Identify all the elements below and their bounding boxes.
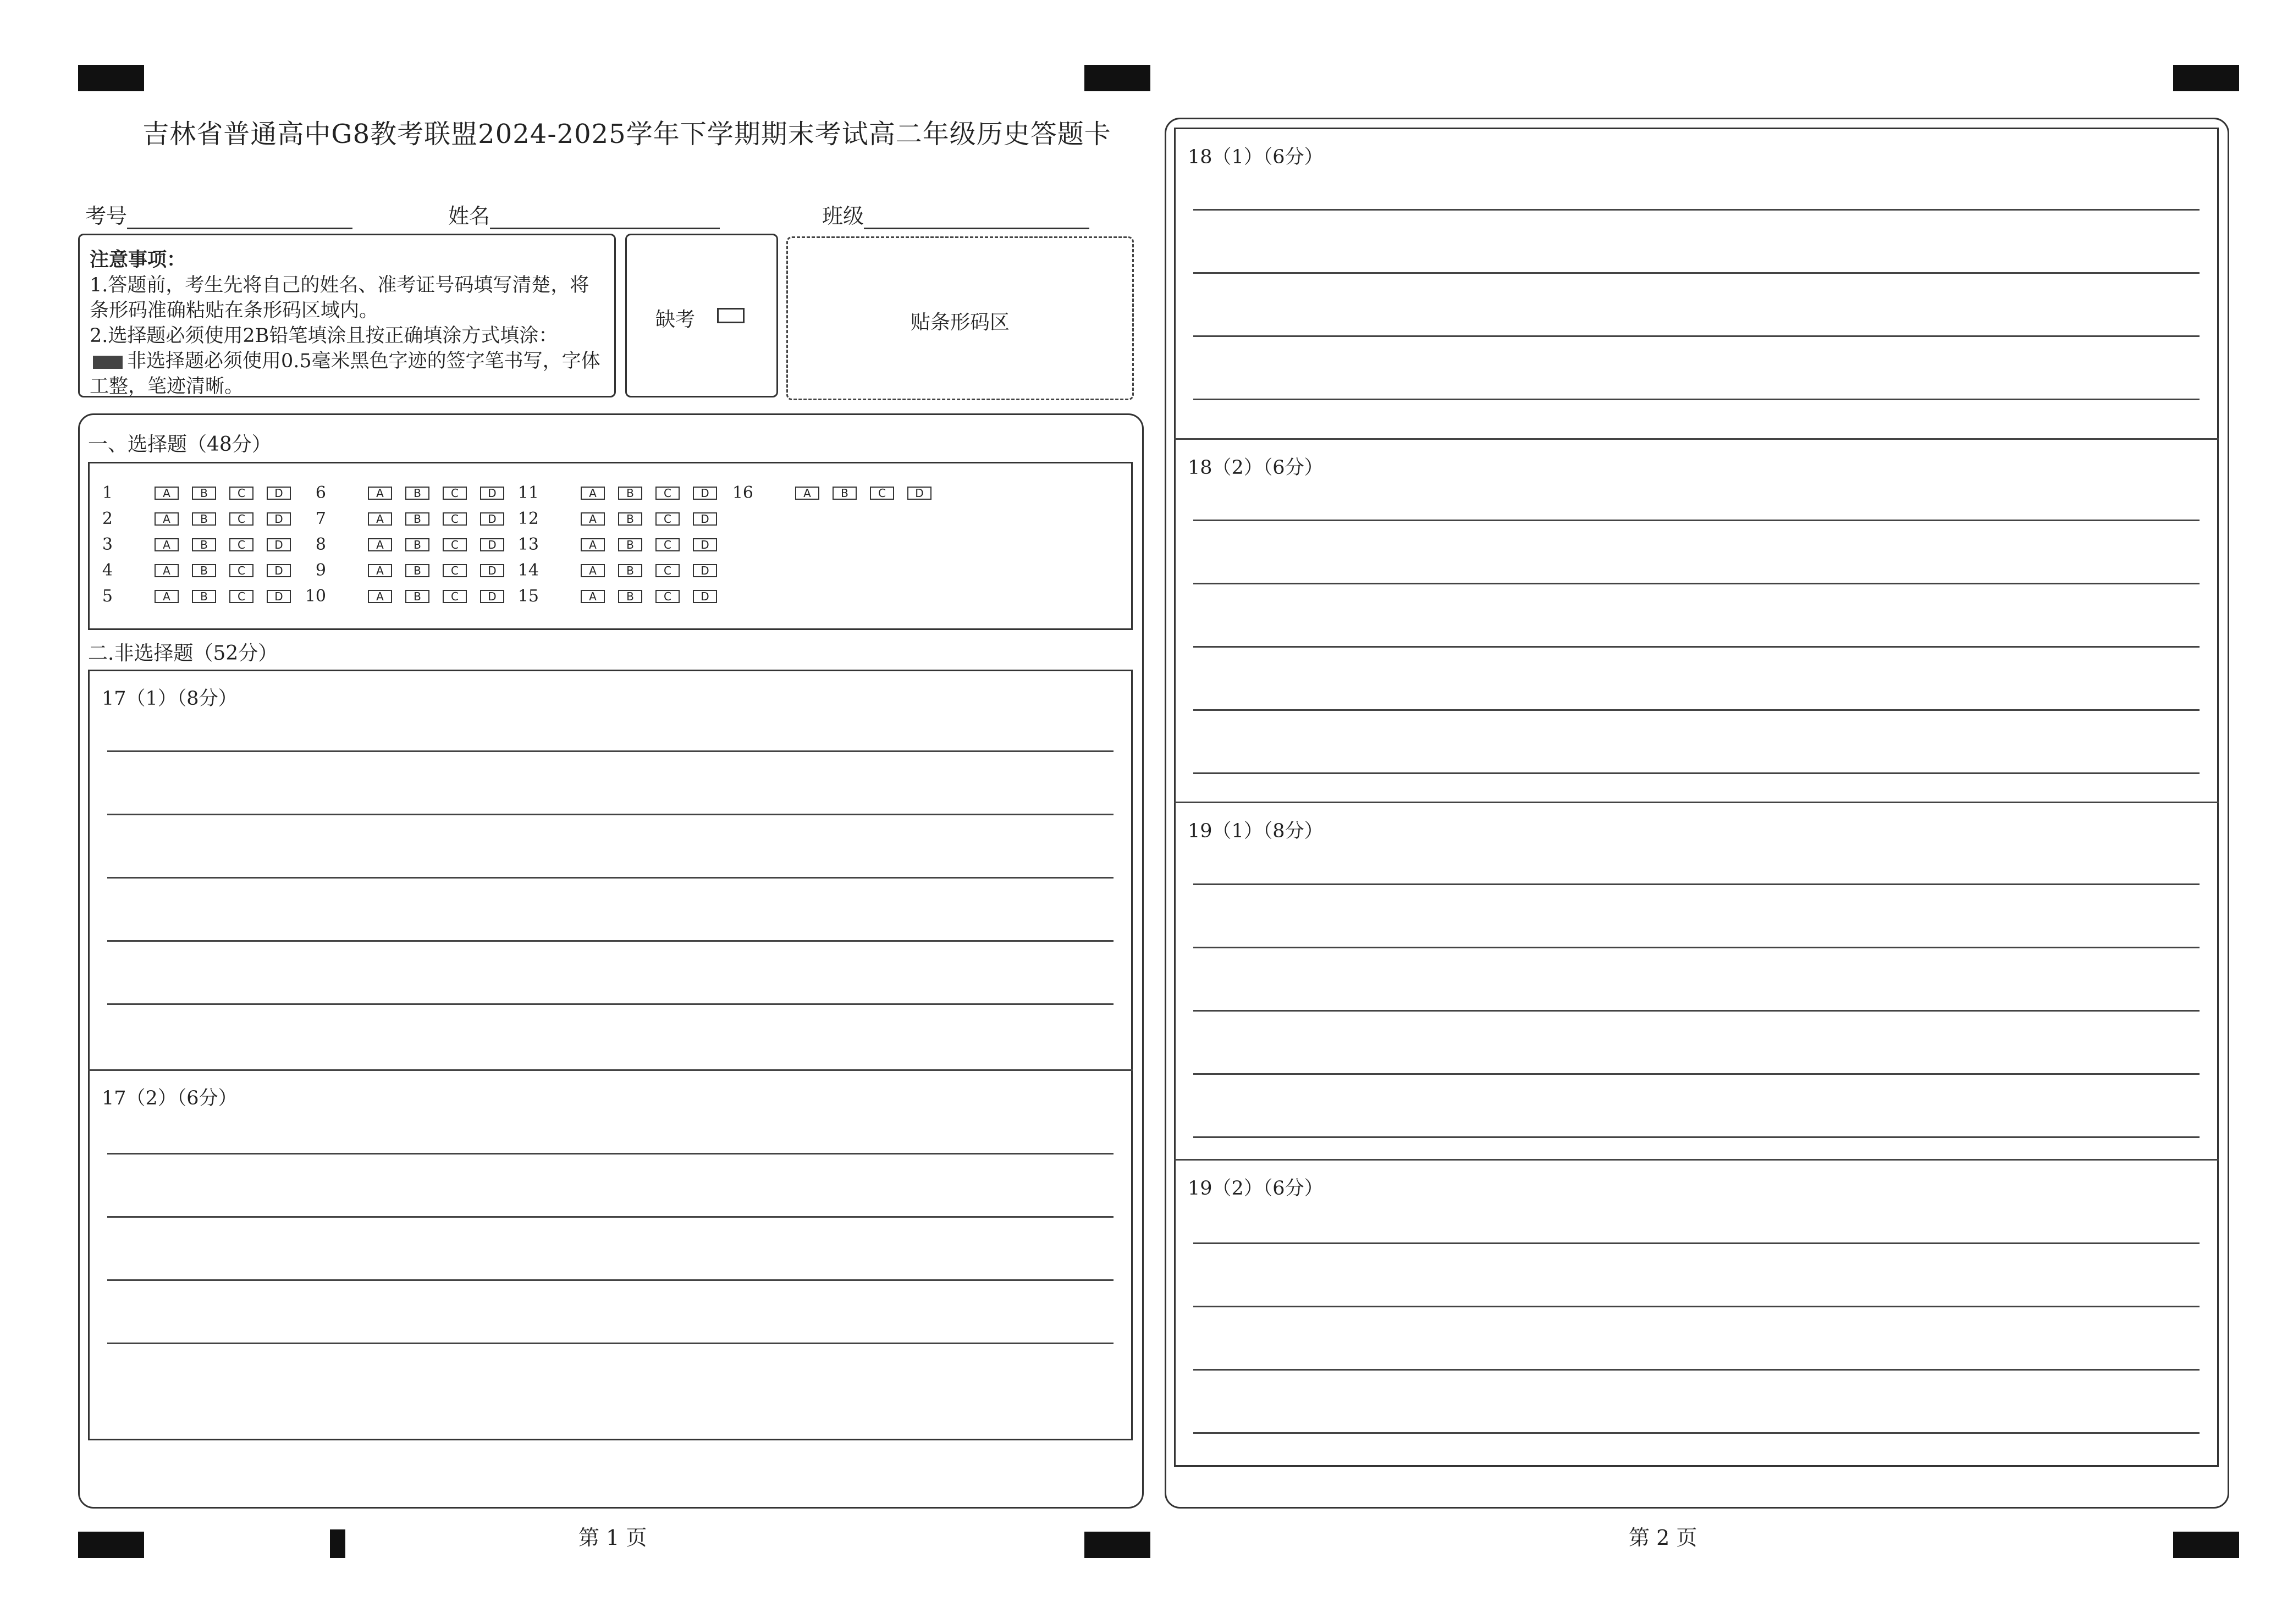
question-number: 1	[102, 483, 113, 502]
answer-option-bubble[interactable]: D	[267, 590, 291, 603]
answer-writing-line[interactable]	[1193, 335, 2200, 337]
answer-option-bubble[interactable]: D	[267, 564, 291, 577]
answer-option-bubble[interactable]: D	[480, 538, 504, 551]
answer-option-bubble[interactable]: D	[480, 512, 504, 526]
answer-writing-line[interactable]	[107, 814, 1114, 815]
answer-writing-line[interactable]	[1193, 583, 2200, 584]
answer-option-bubble[interactable]: A	[368, 590, 392, 603]
absent-checkbox[interactable]	[717, 308, 745, 323]
answer-option-bubble[interactable]: A	[368, 512, 392, 526]
answer-option-bubble[interactable]: D	[693, 487, 717, 500]
answer-option-bubble[interactable]: D	[693, 564, 717, 577]
answer-option-bubble[interactable]: B	[405, 538, 429, 551]
answer-option-bubble[interactable]: A	[581, 564, 605, 577]
answer-option-bubble[interactable]: C	[443, 564, 467, 577]
answer-writing-line[interactable]	[107, 877, 1114, 879]
question-17-2-label: 17（2）（6分）	[102, 1087, 238, 1109]
name-input[interactable]	[490, 205, 720, 229]
answer-writing-line[interactable]	[1193, 947, 2200, 948]
registration-mark	[2173, 65, 2239, 91]
question-19-2-label: 19（2）（6分）	[1188, 1178, 1324, 1200]
answer-option-bubble[interactable]: A	[581, 487, 605, 500]
answer-option-bubble[interactable]: A	[368, 564, 392, 577]
registration-mark	[1084, 1532, 1150, 1558]
answer-option-bubble[interactable]: C	[655, 512, 680, 526]
answer-option-bubble[interactable]: C	[229, 538, 253, 551]
page-title: 吉林省普通高中G8教考联盟2024-2025学年下学期期末考试高二年级历史答题卡	[142, 119, 1111, 150]
answer-writing-line[interactable]	[107, 1216, 1114, 1218]
answer-writing-line[interactable]	[1193, 883, 2200, 885]
page2-answer-box	[1174, 128, 2219, 1467]
answer-option-bubble[interactable]: C	[229, 487, 253, 500]
answer-option-bubble[interactable]: A	[795, 487, 819, 500]
page-number-1: 第 1 页	[578, 1526, 647, 1550]
answer-option-bubble[interactable]: D	[480, 564, 504, 577]
answer-writing-line[interactable]	[1193, 209, 2200, 211]
barcode-area	[786, 236, 1134, 400]
answer-option-bubble[interactable]: B	[618, 538, 642, 551]
name-label: 姓名	[448, 204, 490, 228]
answer-option-bubble[interactable]: A	[368, 487, 392, 500]
question-number: 10	[305, 587, 326, 606]
answer-option-bubble[interactable]: D	[693, 590, 717, 603]
answer-option-bubble[interactable]: D	[693, 538, 717, 551]
answer-writing-line[interactable]	[1193, 1242, 2200, 1244]
answer-option-bubble[interactable]: B	[192, 590, 216, 603]
exam-no-field[interactable]	[85, 199, 352, 229]
registration-mark	[1084, 65, 1150, 91]
answer-divider	[1174, 1159, 2219, 1161]
question-number: 4	[102, 561, 113, 580]
answer-option-bubble[interactable]: B	[405, 512, 429, 526]
answer-writing-line[interactable]	[107, 1003, 1114, 1005]
answer-option-bubble[interactable]: D	[693, 512, 717, 526]
answer-option-bubble[interactable]: C	[229, 590, 253, 603]
answer-option-bubble[interactable]: C	[229, 512, 253, 526]
answer-option-bubble[interactable]: C	[443, 590, 467, 603]
answer-option-bubble[interactable]: B	[618, 487, 642, 500]
answer-option-bubble[interactable]: B	[405, 487, 429, 500]
answer-option-bubble[interactable]: D	[907, 487, 931, 500]
answer-writing-line[interactable]	[107, 940, 1114, 942]
answer-writing-line[interactable]	[107, 1279, 1114, 1281]
question-number: 7	[315, 509, 326, 528]
question-number: 12	[517, 509, 539, 528]
answer-option-bubble[interactable]: B	[192, 512, 216, 526]
answer-option-bubble[interactable]: A	[155, 590, 179, 603]
answer-divider	[1174, 802, 2219, 803]
answer-option-bubble[interactable]: D	[267, 512, 291, 526]
answer-writing-line[interactable]	[1193, 1369, 2200, 1371]
answer-option-bubble[interactable]: C	[443, 487, 467, 500]
answer-option-bubble[interactable]: B	[618, 590, 642, 603]
answer-option-bubble[interactable]: D	[480, 487, 504, 500]
answer-writing-line[interactable]	[1193, 1073, 2200, 1075]
answer-option-bubble[interactable]: A	[155, 538, 179, 551]
question-number: 16	[732, 483, 753, 502]
question-number: 2	[102, 509, 113, 528]
answer-option-bubble[interactable]: A	[581, 538, 605, 551]
answer-option-bubble[interactable]: B	[618, 512, 642, 526]
question-number: 11	[517, 483, 539, 502]
answer-option-bubble[interactable]: C	[443, 512, 467, 526]
answer-writing-line[interactable]	[1193, 520, 2200, 521]
class-input[interactable]	[864, 205, 1089, 229]
class-label: 班级	[822, 204, 864, 228]
question-number: 3	[102, 535, 113, 554]
notice-line-2: 2.选择题必须使用2B铅笔填涂且按正确填涂方式填涂：	[90, 325, 558, 347]
answer-option-bubble[interactable]: B	[618, 564, 642, 577]
class-field[interactable]	[822, 199, 1089, 229]
answer-option-bubble[interactable]: C	[655, 564, 680, 577]
absent-box	[625, 234, 778, 397]
answer-option-bubble[interactable]: C	[443, 538, 467, 551]
answer-option-bubble[interactable]: B	[192, 538, 216, 551]
nonchoice-answer-box	[88, 670, 1133, 1440]
answer-writing-line[interactable]	[1193, 1432, 2200, 1434]
answer-writing-line[interactable]	[1193, 1136, 2200, 1138]
answer-option-bubble[interactable]: A	[155, 564, 179, 577]
answer-writing-line[interactable]	[107, 1343, 1114, 1344]
registration-mark	[330, 1529, 345, 1558]
question-number: 13	[517, 535, 539, 554]
question-19-1-label: 19（1）（8分）	[1188, 820, 1324, 842]
answer-option-bubble[interactable]: B	[405, 564, 429, 577]
answer-option-bubble[interactable]: C	[655, 487, 680, 500]
answer-option-bubble[interactable]: A	[155, 487, 179, 500]
answer-option-bubble[interactable]: C	[655, 590, 680, 603]
answer-divider	[1174, 438, 2219, 440]
absent-label: 缺考	[655, 308, 696, 331]
question-number: 5	[102, 587, 113, 606]
registration-mark	[78, 1532, 144, 1558]
answer-writing-line[interactable]	[107, 1153, 1114, 1155]
question-number: 6	[315, 483, 326, 502]
answer-writing-line[interactable]	[1193, 399, 2200, 400]
section2-heading: 二.非选择题（52分）	[88, 642, 278, 665]
notice-line-3: 非选择题必须使用0.5毫米黑色字迹的签字笔书写，字体工整，笔迹清晰。	[90, 350, 600, 397]
question-18-2-label: 18（2）（6分）	[1188, 457, 1324, 479]
exam-no-input[interactable]	[127, 205, 352, 229]
answer-option-bubble[interactable]: A	[155, 512, 179, 526]
answer-option-bubble[interactable]: A	[581, 590, 605, 603]
answer-writing-line[interactable]	[1193, 1306, 2200, 1307]
answer-option-bubble[interactable]: A	[581, 512, 605, 526]
question-number: 8	[315, 535, 326, 554]
answer-option-bubble[interactable]: D	[267, 487, 291, 500]
name-field[interactable]	[448, 199, 720, 229]
exam-no-label: 考号	[85, 204, 128, 228]
answer-writing-line[interactable]	[1193, 1010, 2200, 1012]
answer-option-bubble[interactable]: C	[229, 564, 253, 577]
answer-divider	[88, 1069, 1133, 1071]
registration-mark	[2173, 1532, 2239, 1558]
answer-writing-line[interactable]	[1193, 772, 2200, 774]
notice-line-1: 1.答题前，考生先将自己的姓名、准考证号码填写清楚，将条形码准确粘贴在条形码区域内。	[90, 274, 589, 322]
question-number: 9	[315, 561, 326, 580]
answer-writing-line[interactable]	[1193, 709, 2200, 711]
notice-heading: 注意事项：	[90, 248, 186, 271]
answer-option-bubble[interactable]: D	[267, 538, 291, 551]
question-17-1-label: 17（1）（8分）	[102, 688, 238, 710]
answer-option-bubble[interactable]: B	[833, 487, 857, 500]
notice-box	[78, 234, 616, 397]
answer-writing-line[interactable]	[107, 750, 1114, 752]
answer-option-bubble[interactable]: D	[480, 590, 504, 603]
answer-option-bubble[interactable]: B	[192, 564, 216, 577]
answer-writing-line[interactable]	[1193, 272, 2200, 274]
registration-mark	[78, 65, 144, 91]
answer-option-bubble[interactable]: B	[192, 487, 216, 500]
answer-writing-line[interactable]	[1193, 646, 2200, 648]
question-number: 15	[517, 587, 539, 606]
filled-sample-mark	[93, 356, 123, 369]
section1-heading: 一、选择题（48分）	[88, 433, 272, 456]
barcode-label: 贴条形码区	[910, 311, 1010, 334]
answer-option-bubble[interactable]: C	[870, 487, 894, 500]
question-number: 14	[517, 561, 539, 580]
answer-option-bubble[interactable]: C	[655, 538, 680, 551]
page-number-2: 第 2 页	[1629, 1526, 1697, 1550]
answer-option-bubble[interactable]: B	[405, 590, 429, 603]
question-18-1-label: 18（1）（6分）	[1188, 146, 1324, 168]
answer-option-bubble[interactable]: A	[368, 538, 392, 551]
